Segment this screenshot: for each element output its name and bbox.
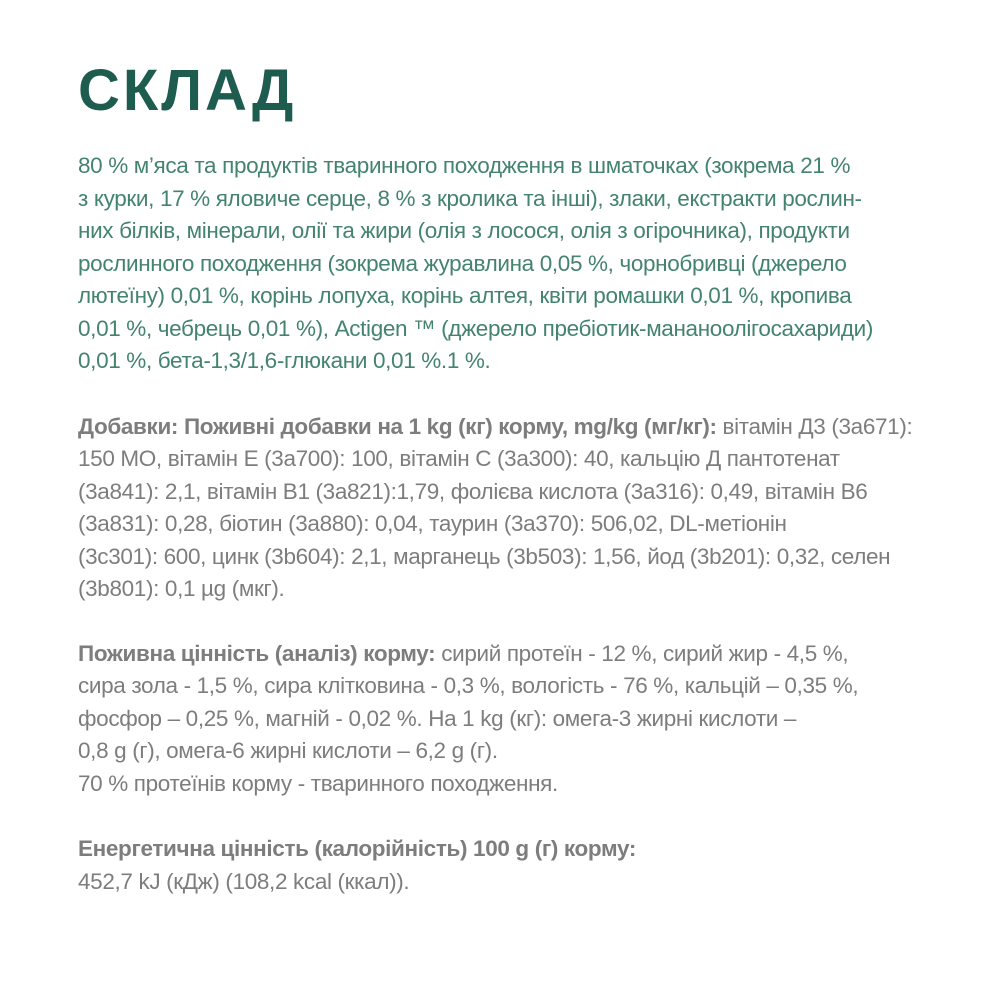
page-title: СКЛАД xyxy=(78,58,297,123)
nutrition-line xyxy=(78,641,848,666)
nutrition-line: 0,8 g (г), омега-6 жирні кислоти – 6,2 g (г). xyxy=(78,738,498,763)
nutrition-paragraph xyxy=(78,638,960,801)
additives-line: (3a831): 0,28, біотин (3a880): 0,04, таурин (3a370): 506,02, DL-метіонін xyxy=(78,511,787,536)
composition-line: 80 % м’яса та продуктів тваринного походження в шматочках (зокрема 21 % xyxy=(78,153,851,178)
additives-line xyxy=(78,414,912,439)
composition-line: рослинного походження (зокрема журавлина 0,05 %, чорнобривці (джерело xyxy=(78,250,847,276)
nutrition-lead-bold: Поживна цінність (аналіз) корму: xyxy=(78,640,436,666)
energy-paragraph xyxy=(78,833,960,898)
composition-line: них білків, мінерали, олії та жири (олія з лосося, олія з огірочника), продукти xyxy=(78,218,850,243)
nutrition-line: фосфор – 0,25 %, магній - 0,02 %. На 1 kg (кг): омега-3 жирні кислоти – xyxy=(78,705,797,731)
composition-line: 0,01 %, бета-1,3/1,6-глюкани 0,01 %.1 %. xyxy=(78,348,491,373)
additives-line-text: вітамін Д3 (3a671): xyxy=(716,413,913,439)
energy-value-line: 452,7 kJ (кДж) (108,2 kcal (ккал)). xyxy=(78,868,410,894)
additives-line: (3c301): 600, цинк (3b604): 2,1, марганець (3b503): 1,56, йод (3b201): 0,32, селен xyxy=(78,543,891,569)
composition-line: лютеїну) 0,01 %, корінь лопуха, корінь алтея, квіти ромашки 0,01 %, кропива xyxy=(78,283,852,308)
additives-lead-bold: Добавки: Поживні добавки на 1 kg (кг) корму, mg/kg (мг/кг): xyxy=(78,413,717,439)
nutrition-line-text: сирий протеїн - 12 %, сирий жир - 4,5 %, xyxy=(435,640,849,666)
energy-title-bold: Енергетична цінність (калорійність) 100 g (г) корму: xyxy=(78,836,637,861)
composition-paragraph xyxy=(78,150,960,378)
additives-line: 150 МО, вітамін Е (3a700): 100, вітамін С (3a300): 40, кальцію Д пантотенат xyxy=(78,446,840,471)
composition-line: з курки, 17 % яловиче серце, 8 % з кролика та інші), злаки, екстракти рослин- xyxy=(78,185,862,211)
additives-paragraph xyxy=(78,411,960,606)
composition-line: 0,01 %, чебрець 0,01 %), Actigen ™ (джерело пребіотик-мананоолігосахариди) xyxy=(78,315,873,341)
additives-line: (3a841): 2,1, вітамін В1 (3a821):1,79, фолієва кислота (3a316): 0,49, вітамін В6 xyxy=(78,478,868,504)
additives-line: (3b801): 0,1 µg (мкг). xyxy=(78,576,285,601)
nutrition-line: 70 % протеїнів корму - тваринного походження. xyxy=(78,770,558,796)
nutrition-line: сира зола - 1,5 %, сира клітковина - 0,3 %, вологість - 76 %, кальцій – 0,35 %, xyxy=(78,673,859,698)
